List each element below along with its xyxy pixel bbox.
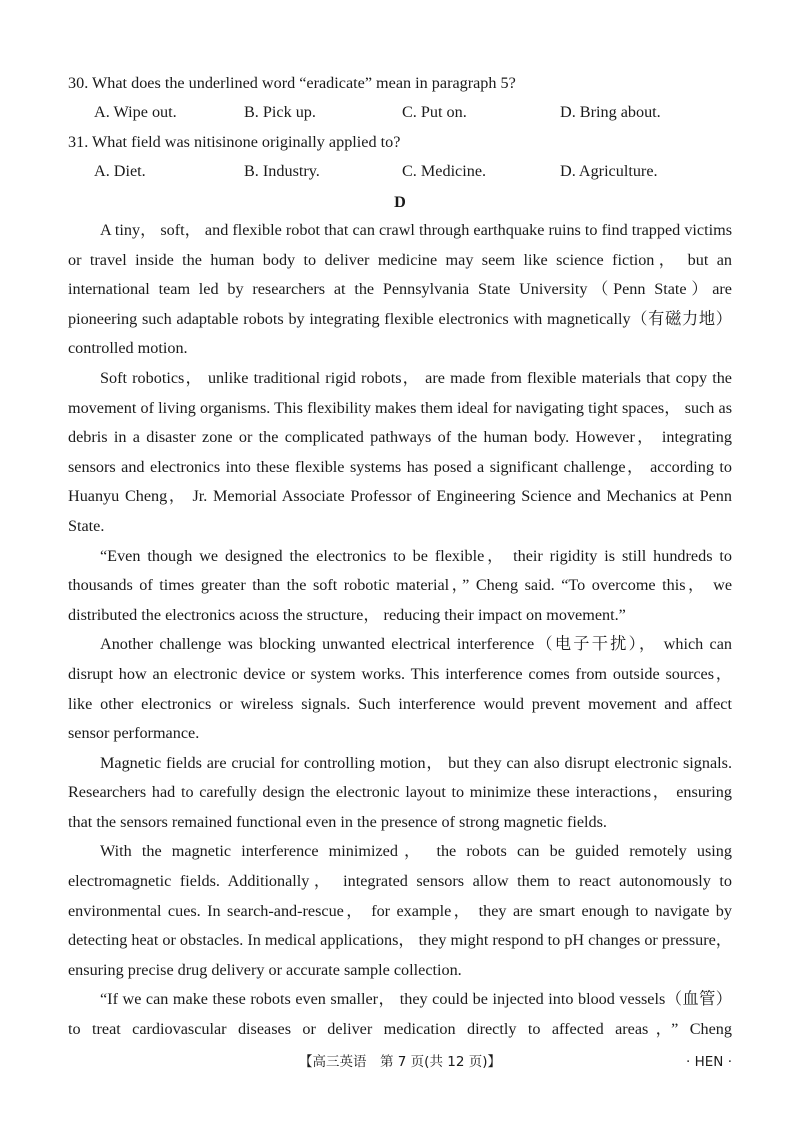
question-number: 30. (68, 74, 89, 92)
question-text: What does the underlined word “eradicate” mean in paragraph 5? (92, 74, 516, 92)
passage-paragraph-4: Another challenge was blocking unwanted electrical interference（电子干扰）， which can disrupt how an electronic device or system works. This interference comes from outside sources， like other electronics or wireless signals. Such interference would prevent movement and affect sensor performance. (68, 635, 732, 743)
question-number: 31. (68, 133, 89, 151)
question-text: What field was nitisinone originally applied to? (92, 133, 401, 151)
option-b: B. Pick up. (244, 103, 316, 121)
exam-code: · HEN · (686, 1054, 732, 1070)
question-30-stem (68, 68, 732, 98)
passage-paragraph-5: Magnetic fields are crucial for controlling motion， but they can also disrupt electronic signals. Researchers had to carefully design the electronic layout to minimize these interactions， ensuring that the sensors remained functional even in the presence of strong magnetic fields. (68, 753, 732, 831)
passage-paragraph-3: “Even though we designed the electronics to be flexible， their rigidity is still hundreds to thousands of times greater than the soft robotic material，” Cheng said. “To overcome this， we distributed the electronics acıoss the structure， reducing their impact on movement.” (68, 546, 732, 624)
question-31-options (68, 157, 732, 186)
option-c: C. Put on. (402, 103, 467, 121)
option-c: C. Medicine. (402, 162, 487, 180)
page-footer (68, 1050, 732, 1074)
question-30-options (68, 98, 732, 127)
passage-paragraph-7: “If we can make these robots even smaller， they could be injected into blood vessels（血管）to treat cardiovascular diseases or deliver medication directly to affected areas，” Cheng (68, 990, 732, 1039)
question-31-stem (68, 127, 732, 157)
exam-page (68, 68, 732, 1045)
option-a: A. Diet. (94, 162, 146, 180)
passage-paragraph-6: With the magnetic interference minimized， the robots can be guided remotely using electromagnetic fields. Additionally， integrated sensors allow them to react autonomously to environmental cues. In search-and-rescue， for example， they are smart enough to navigate by detecting heat or obstacles. In medical applications， they might respond to pH changes or pressure， ensuring precise drug delivery or accurate sample collection. (68, 842, 732, 979)
passage-paragraph-1: A tiny， soft， and flexible robot that can crawl through earthquake ruins to find trapped victims or travel inside the human body to deliver medicine may seem like science fiction， but an international team led by researchers at the Pennsylvania State University（Penn State）are pioneering such adaptable robots by integrating flexible electronics with magnetically（有磁力地）controlled motion. (68, 221, 732, 358)
option-d: D. Agriculture. (560, 162, 658, 180)
passage-paragraph-2: Soft robotics， unlike traditional rigid robots， are made from flexible materials that copy the movement of living organisms. This flexibility makes them ideal for navigating tight spaces， such as debris in a disaster zone or the complicated pathways of the human body. However， integrating sensors and electronics into these flexible systems has posed a significant challenge， according to Huanyu Cheng， Jr. Memorial Associate Professor of Engineering Science and Mechanics at Penn State. (68, 368, 732, 535)
section-heading: D (394, 193, 406, 211)
option-a: A. Wipe out. (94, 103, 177, 121)
option-b: B. Industry. (244, 162, 320, 180)
page-info: 【高三英语 第 7 页(共 12 页)】 (299, 1054, 501, 1070)
option-d: D. Bring about. (560, 103, 661, 121)
